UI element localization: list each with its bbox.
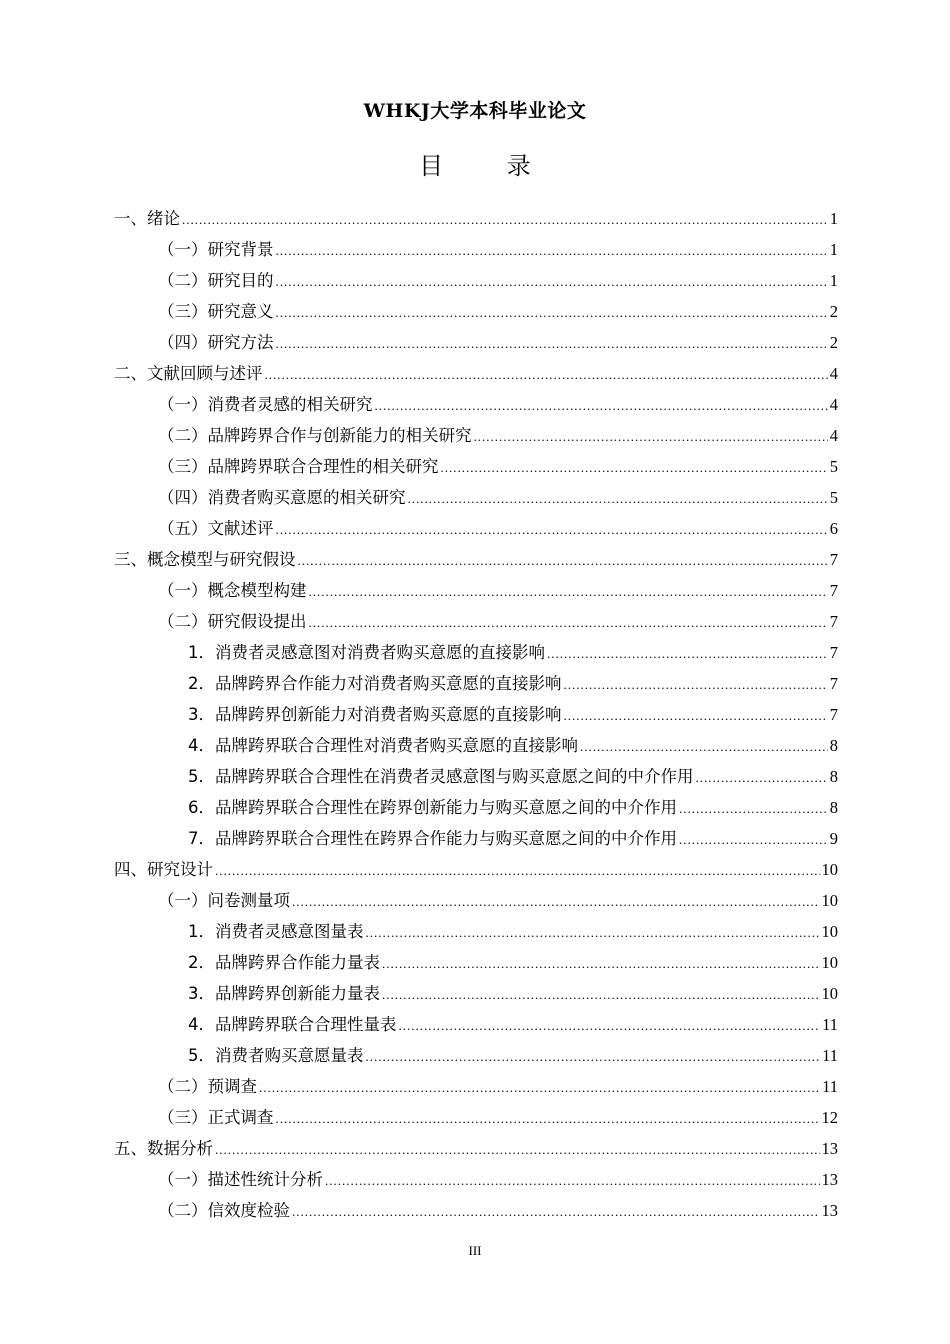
toc-leader-dots <box>399 1010 821 1041</box>
toc-leader-dots <box>580 731 828 762</box>
toc-leader-dots <box>382 979 820 1010</box>
toc-entry-title: （一）描述性统计分析 <box>158 1170 323 1189</box>
toc-entry-title: 7．品牌跨界联合合理性在跨界合作能力与购买意愿之间的中介作用 <box>188 829 677 848</box>
toc-leader-dots <box>441 452 828 483</box>
toc-entry-title: （二）信效度检验 <box>158 1201 290 1220</box>
toc-entry[interactable] <box>114 792 838 823</box>
toc-leader-dots <box>408 483 828 514</box>
toc-entry-title: （三）正式调查 <box>158 1108 274 1127</box>
toc-entry[interactable] <box>114 575 838 606</box>
toc-entry[interactable] <box>114 203 838 234</box>
toc-entry[interactable] <box>114 1164 838 1195</box>
toc-entry[interactable] <box>114 513 838 544</box>
toc-leader-dots <box>276 297 828 328</box>
toc-entry[interactable] <box>114 823 838 854</box>
toc-leader-dots <box>292 886 820 917</box>
toc-leader-dots <box>259 1072 820 1103</box>
running-header: WHKJ大学本科毕业论文 <box>363 100 587 122</box>
toc-entry[interactable] <box>114 544 838 575</box>
toc-leader-dots <box>325 1165 820 1196</box>
toc-leader-dots <box>276 1103 820 1134</box>
toc-entry-title: （五）文献述评 <box>158 519 274 538</box>
toc-leader-dots <box>276 235 828 266</box>
toc-title: 目 录 <box>419 152 559 180</box>
toc-leader-dots <box>309 576 828 607</box>
toc-entry-page: 5 <box>829 488 838 507</box>
toc-leader-dots <box>182 204 828 235</box>
toc-entry-title: （二）研究目的 <box>158 271 274 290</box>
toc-leader-dots <box>547 638 828 669</box>
toc-entry-title: 6．品牌跨界联合合理性在跨界创新能力与购买意愿之间的中介作用 <box>188 798 677 817</box>
toc-entry-title: 四、研究设计 <box>114 860 213 879</box>
toc-entry[interactable] <box>114 916 838 947</box>
toc-leader-dots <box>679 824 828 855</box>
toc-entry[interactable] <box>114 947 838 978</box>
toc-entry-title: （一）问卷测量项 <box>158 891 290 910</box>
toc-entry[interactable] <box>114 885 838 916</box>
toc-entry-page: 8 <box>829 798 838 817</box>
toc-entry-title: （三）研究意义 <box>158 302 274 321</box>
toc-entry-page: 10 <box>821 953 838 972</box>
toc-entry[interactable] <box>114 668 838 699</box>
toc-leader-dots <box>276 328 828 359</box>
toc-entry-title: （一）消费者灵感的相关研究 <box>158 395 373 414</box>
toc-leader-dots <box>696 762 828 793</box>
toc-leader-dots <box>564 669 828 700</box>
toc-entry-page: 10 <box>821 891 838 910</box>
toc-entry[interactable] <box>114 606 838 637</box>
toc-entry-page: 6 <box>829 519 838 538</box>
toc-leader-dots <box>366 1041 821 1072</box>
toc-entry-page: 12 <box>821 1108 838 1127</box>
page-number: III <box>468 1243 482 1258</box>
toc-entry-title: 一、绪论 <box>114 209 180 228</box>
toc-entry[interactable] <box>114 761 838 792</box>
toc-entry-page: 9 <box>829 829 838 848</box>
toc-entry-page: 8 <box>829 736 838 755</box>
toc-entry-title: 3．品牌跨界创新能力量表 <box>188 984 380 1003</box>
toc-entry[interactable] <box>114 1195 838 1226</box>
toc-entry[interactable] <box>114 296 838 327</box>
toc-leader-dots <box>276 514 828 545</box>
toc-entry-title: 2．品牌跨界合作能力量表 <box>188 953 380 972</box>
toc-entry-page: 10 <box>821 984 838 1003</box>
toc-entry-title: （二）品牌跨界合作与创新能力的相关研究 <box>158 426 472 445</box>
toc-entry-title: 五、数据分析 <box>114 1139 213 1158</box>
toc-entry-page: 4 <box>829 364 838 383</box>
toc-entry-page: 7 <box>829 674 838 693</box>
toc-entry-page: 5 <box>829 457 838 476</box>
toc-entry-title: 1．消费者灵感意图对消费者购买意愿的直接影响 <box>188 643 545 662</box>
toc-entry[interactable] <box>114 451 838 482</box>
toc-leader-dots <box>215 855 820 886</box>
toc-entry[interactable] <box>114 1040 838 1071</box>
toc-entry-title: （二）预调查 <box>158 1077 257 1096</box>
toc-entry-page: 7 <box>829 581 838 600</box>
toc-entry-title: 三、概念模型与研究假设 <box>114 550 296 569</box>
toc-entry-title: 5．品牌跨界联合合理性在消费者灵感意图与购买意愿之间的中介作用 <box>188 767 694 786</box>
toc-entry-title: 2．品牌跨界合作能力对消费者购买意愿的直接影响 <box>188 674 562 693</box>
toc-entry-page: 1 <box>829 240 838 259</box>
toc-leader-dots <box>276 266 828 297</box>
toc-entry-page: 7 <box>829 550 838 569</box>
toc-entry-page: 7 <box>829 705 838 724</box>
toc-leader-dots <box>309 607 828 638</box>
toc-leader-dots <box>366 917 820 948</box>
toc-entry[interactable] <box>114 358 838 389</box>
toc-entry-page: 11 <box>822 1046 838 1065</box>
toc-entry-page: 1 <box>829 209 838 228</box>
toc-entry[interactable] <box>114 854 838 885</box>
toc-entry-page: 7 <box>829 643 838 662</box>
toc-entry[interactable] <box>114 1102 838 1133</box>
toc-entry-page: 11 <box>822 1077 838 1096</box>
toc-leader-dots <box>298 545 828 576</box>
toc-entry[interactable] <box>114 420 838 451</box>
toc-entry-title: （四）消费者购买意愿的相关研究 <box>158 488 406 507</box>
toc-entry-page: 13 <box>821 1170 838 1189</box>
toc-entry[interactable] <box>114 637 838 668</box>
toc-entry-page: 13 <box>821 1139 838 1158</box>
toc-entry[interactable] <box>114 978 838 1009</box>
toc-entry-title: （三）品牌跨界联合合理性的相关研究 <box>158 457 439 476</box>
toc-entry-page: 10 <box>821 860 838 879</box>
toc-entry-title: 5．消费者购买意愿量表 <box>188 1046 364 1065</box>
toc-leader-dots <box>564 700 828 731</box>
toc-entry-page: 4 <box>829 395 838 414</box>
toc-entry-title: 4．品牌跨界联合合理性对消费者购买意愿的直接影响 <box>188 736 578 755</box>
toc-entry[interactable] <box>114 730 838 761</box>
toc-entry-page: 13 <box>821 1201 838 1220</box>
toc-entry-title: （一）研究背景 <box>158 240 274 259</box>
toc-entry[interactable] <box>114 1009 838 1040</box>
toc-entry[interactable] <box>114 699 838 730</box>
toc-entry-title: （四）研究方法 <box>158 333 274 352</box>
toc-entry[interactable] <box>114 1133 838 1164</box>
toc-entry[interactable] <box>114 327 838 358</box>
toc-entry-page: 11 <box>822 1015 838 1034</box>
toc-leader-dots <box>292 1196 820 1227</box>
toc-entry-page: 7 <box>829 612 838 631</box>
toc-entry-title: 4．品牌跨界联合合理性量表 <box>188 1015 397 1034</box>
toc-entry[interactable] <box>114 389 838 420</box>
toc-entry[interactable] <box>114 265 838 296</box>
toc-leader-dots <box>679 793 828 824</box>
toc-entry-page: 8 <box>829 767 838 786</box>
toc-leader-dots <box>382 948 820 979</box>
toc-entry-title: 3．品牌跨界创新能力对消费者购买意愿的直接影响 <box>188 705 562 724</box>
toc-entry-page: 2 <box>829 302 838 321</box>
toc-leader-dots <box>375 390 828 421</box>
toc-leader-dots <box>474 421 828 452</box>
toc-entry-title: 二、文献回顾与述评 <box>114 364 263 383</box>
toc-entry-title: （二）研究假设提出 <box>158 612 307 631</box>
toc-leader-dots <box>265 359 828 390</box>
toc-entry-page: 10 <box>821 922 838 941</box>
toc-entry[interactable] <box>114 234 838 265</box>
toc-entry-page: 4 <box>829 426 838 445</box>
toc-entry[interactable] <box>114 1071 838 1102</box>
toc-entry-title: 1．消费者灵感意图量表 <box>188 922 364 941</box>
toc-entry-page: 1 <box>829 271 838 290</box>
toc-entry[interactable] <box>114 482 838 513</box>
toc-leader-dots <box>215 1134 820 1165</box>
toc-entry-title: （一）概念模型构建 <box>158 581 307 600</box>
table-of-contents <box>114 203 838 1226</box>
toc-entry-page: 2 <box>829 333 838 352</box>
